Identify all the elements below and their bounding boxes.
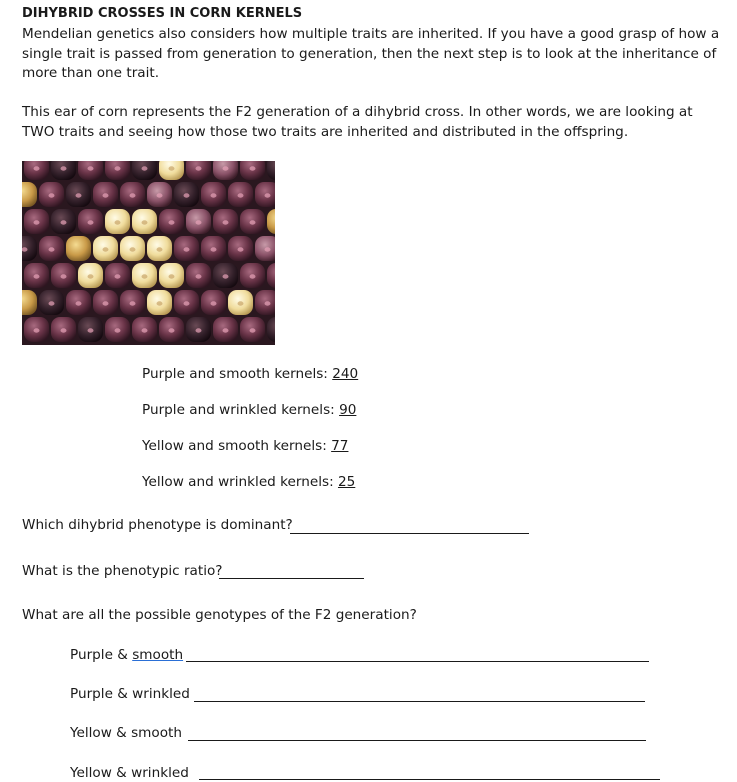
kernel-dimple: [49, 301, 55, 305]
kernel-dimple: [34, 274, 40, 278]
kernel-dimple: [169, 328, 175, 332]
answer-line-dominant[interactable]: [290, 533, 529, 534]
kernel-dimple: [196, 328, 202, 332]
genotype-label-yellow-smooth: Yellow & smooth: [70, 725, 182, 741]
kernel-dimple: [265, 301, 271, 305]
kernel-dimple: [223, 328, 229, 332]
kernel-dimple: [49, 193, 55, 197]
kernel-dimple: [103, 301, 109, 305]
kernel-dimple: [130, 301, 136, 305]
count-purple-smooth: [142, 366, 358, 382]
kernel-dimple: [211, 247, 217, 251]
kernel-dimple: [88, 220, 94, 224]
corn-kernel: [22, 182, 37, 207]
kernel-dimple: [184, 247, 190, 251]
kernel-dimple: [265, 247, 271, 251]
question-genotypes: What are all the possible genotypes of the F2 generation?: [22, 607, 417, 623]
kernel-dimple: [61, 220, 67, 224]
kernel-dimple: [142, 328, 148, 332]
kernel-dimple: [142, 274, 148, 278]
kernel-dimple: [223, 166, 229, 170]
kernel-dimple: [250, 220, 256, 224]
count-value: 240: [332, 366, 359, 382]
kernel-dimple: [169, 166, 175, 170]
kernel-dimple: [88, 328, 94, 332]
kernel-dimple: [211, 301, 217, 305]
genotype-label-purple-smooth: [70, 647, 183, 663]
kernel-dimple: [115, 166, 121, 170]
description-line: This ear of corn represents the F2 generation of a dihybrid cross. In other words, we are looking at: [22, 104, 693, 120]
kernel-dimple: [211, 193, 217, 197]
count-value: 90: [339, 402, 357, 418]
count-value: 25: [337, 474, 356, 490]
count-purple-wrinkled: [142, 402, 356, 418]
kernel-dimple: [61, 166, 67, 170]
kernel-dimple: [61, 274, 67, 278]
kernel-dimple: [238, 193, 244, 197]
kernel-dimple: [250, 328, 256, 332]
genotype-word: smooth: [132, 647, 184, 663]
corn-ear-photo: [22, 161, 275, 345]
kernel-dimple: [115, 274, 121, 278]
kernel-dimple: [34, 220, 40, 224]
kernel-dimple: [142, 220, 148, 224]
kernel-dimple: [184, 301, 190, 305]
kernel-dimple: [103, 193, 109, 197]
count-label: Yellow and wrinkled kernels:: [142, 474, 334, 490]
corn-kernel: [66, 236, 91, 261]
kernel-dimple: [196, 220, 202, 224]
kernel-dimple: [49, 247, 55, 251]
count-yellow-smooth: [142, 438, 348, 454]
kernel-dimple: [223, 274, 229, 278]
count-value: 77: [331, 438, 349, 454]
kernel-dimple: [142, 166, 148, 170]
intro-paragraph: [22, 25, 722, 84]
genotype-label-yellow-wrinkled: Yellow & wrinkled: [70, 765, 189, 781]
kernel-dimple: [34, 166, 40, 170]
kernel-dimple: [115, 328, 121, 332]
kernel-dimple: [265, 193, 271, 197]
kernel-dimple: [115, 220, 121, 224]
kernel-dimple: [196, 274, 202, 278]
answer-line-ratio[interactable]: [219, 578, 364, 579]
kernel-dimple: [130, 247, 136, 251]
count-label: Purple and wrinkled kernels:: [142, 402, 335, 418]
kernel-dimple: [130, 193, 136, 197]
kernel-dimple: [169, 220, 175, 224]
answer-line-purple-smooth[interactable]: [186, 661, 649, 662]
count-yellow-wrinkled: [142, 474, 355, 490]
kernel-dimple: [76, 193, 82, 197]
kernel-dimple: [88, 166, 94, 170]
intro-line: Mendelian genetics also considers how multiple traits are inherited. If you have a good grasp of how a: [22, 26, 720, 42]
kernel-dimple: [250, 166, 256, 170]
kernel-dimple: [169, 274, 175, 278]
answer-line-purple-wrinkled[interactable]: [194, 701, 645, 702]
kernel-dimple: [238, 247, 244, 251]
kernel-dimple: [88, 274, 94, 278]
kernel-dimple: [34, 328, 40, 332]
kernel-dimple: [196, 166, 202, 170]
kernel-dimple: [157, 301, 163, 305]
count-label: Yellow and smooth kernels:: [142, 438, 327, 454]
kernel-dimple: [103, 247, 109, 251]
question-dominant: Which dihybrid phenotype is dominant?: [22, 517, 293, 533]
kernel-dimple: [157, 247, 163, 251]
description-paragraph: [22, 103, 722, 142]
kernel-dimple: [76, 301, 82, 305]
question-ratio: What is the phenotypic ratio?: [22, 563, 223, 579]
worksheet-title: DIHYBRID CROSSES IN CORN KERNELS: [22, 6, 303, 21]
kernel-dimple: [184, 193, 190, 197]
intro-line: single trait is passed from generation to generation, then the next step is to look at the inheritance of: [22, 45, 717, 62]
kernel-dimple: [250, 274, 256, 278]
count-label: Purple and smooth kernels:: [142, 366, 328, 382]
answer-line-yellow-wrinkled[interactable]: [199, 779, 660, 780]
corn-kernel: [22, 290, 37, 315]
kernel-dimple: [157, 193, 163, 197]
description-line: TWO traits and seeing how those two traits are inherited and distributed in the offspring.: [22, 123, 629, 140]
answer-line-yellow-smooth[interactable]: [188, 740, 646, 741]
kernel-dimple: [61, 328, 67, 332]
intro-line: more than one trait.: [22, 65, 160, 81]
genotype-prefix: Purple &: [70, 647, 133, 663]
kernel-dimple: [223, 220, 229, 224]
kernel-dimple: [238, 301, 244, 305]
genotype-label-purple-wrinkled: Purple & wrinkled: [70, 686, 190, 702]
